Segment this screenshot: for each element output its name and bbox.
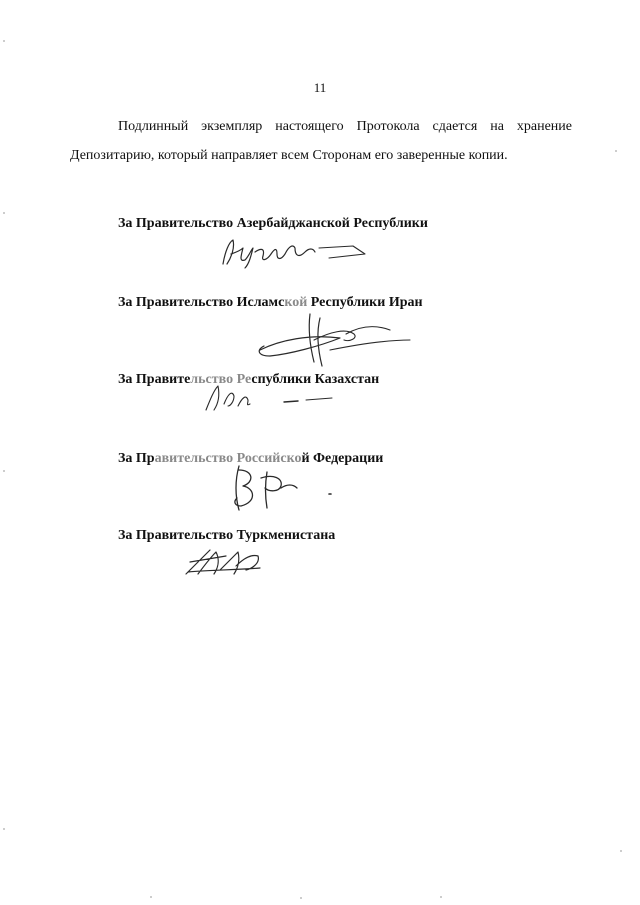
signature-russia: [225, 462, 345, 514]
label-text-faded: авительство Российско: [154, 451, 302, 466]
scan-speck: [615, 150, 617, 152]
scan-speck: [620, 850, 622, 852]
label-text: За Правительство Азербайджанской Республики: [118, 216, 428, 231]
signatory-label-turkmenistan: [118, 528, 335, 544]
label-text-faded: кой: [284, 295, 308, 310]
scan-speck: [3, 40, 5, 42]
signatory-label-iran: [118, 295, 423, 311]
label-text-end: й Федерации: [301, 451, 384, 466]
label-text-end: спублики Казахстан: [251, 372, 380, 387]
scan-speck: [150, 896, 152, 898]
scan-speck: [440, 896, 442, 898]
label-text: За Правительство Исламс: [118, 295, 285, 310]
label-text: За Правительство Туркменистана: [118, 528, 336, 543]
signature-iran: [250, 310, 420, 372]
label-text: За Правите: [118, 372, 191, 387]
scan-speck: [3, 470, 5, 472]
page-number: 11: [313, 80, 327, 95]
scan-speck: [3, 828, 5, 830]
closing-paragraph: Подлинный экземпляр настоящего Протокола сдается на хранение Депозитарию, который направляет всем Сторонам его заверенные копии.: [70, 119, 572, 163]
signatory-label-azerbaijan: [118, 216, 428, 232]
label-text-end: Республики Иран: [307, 295, 423, 310]
signature-azerbaijan: [215, 234, 375, 272]
label-text-faded: льство Ре: [190, 372, 252, 387]
signature-kazakhstan: [200, 380, 340, 414]
scan-speck: [300, 897, 302, 899]
scan-speck: [3, 212, 5, 214]
signature-turkmenistan: [180, 544, 270, 580]
label-text: За Пр: [118, 451, 155, 466]
